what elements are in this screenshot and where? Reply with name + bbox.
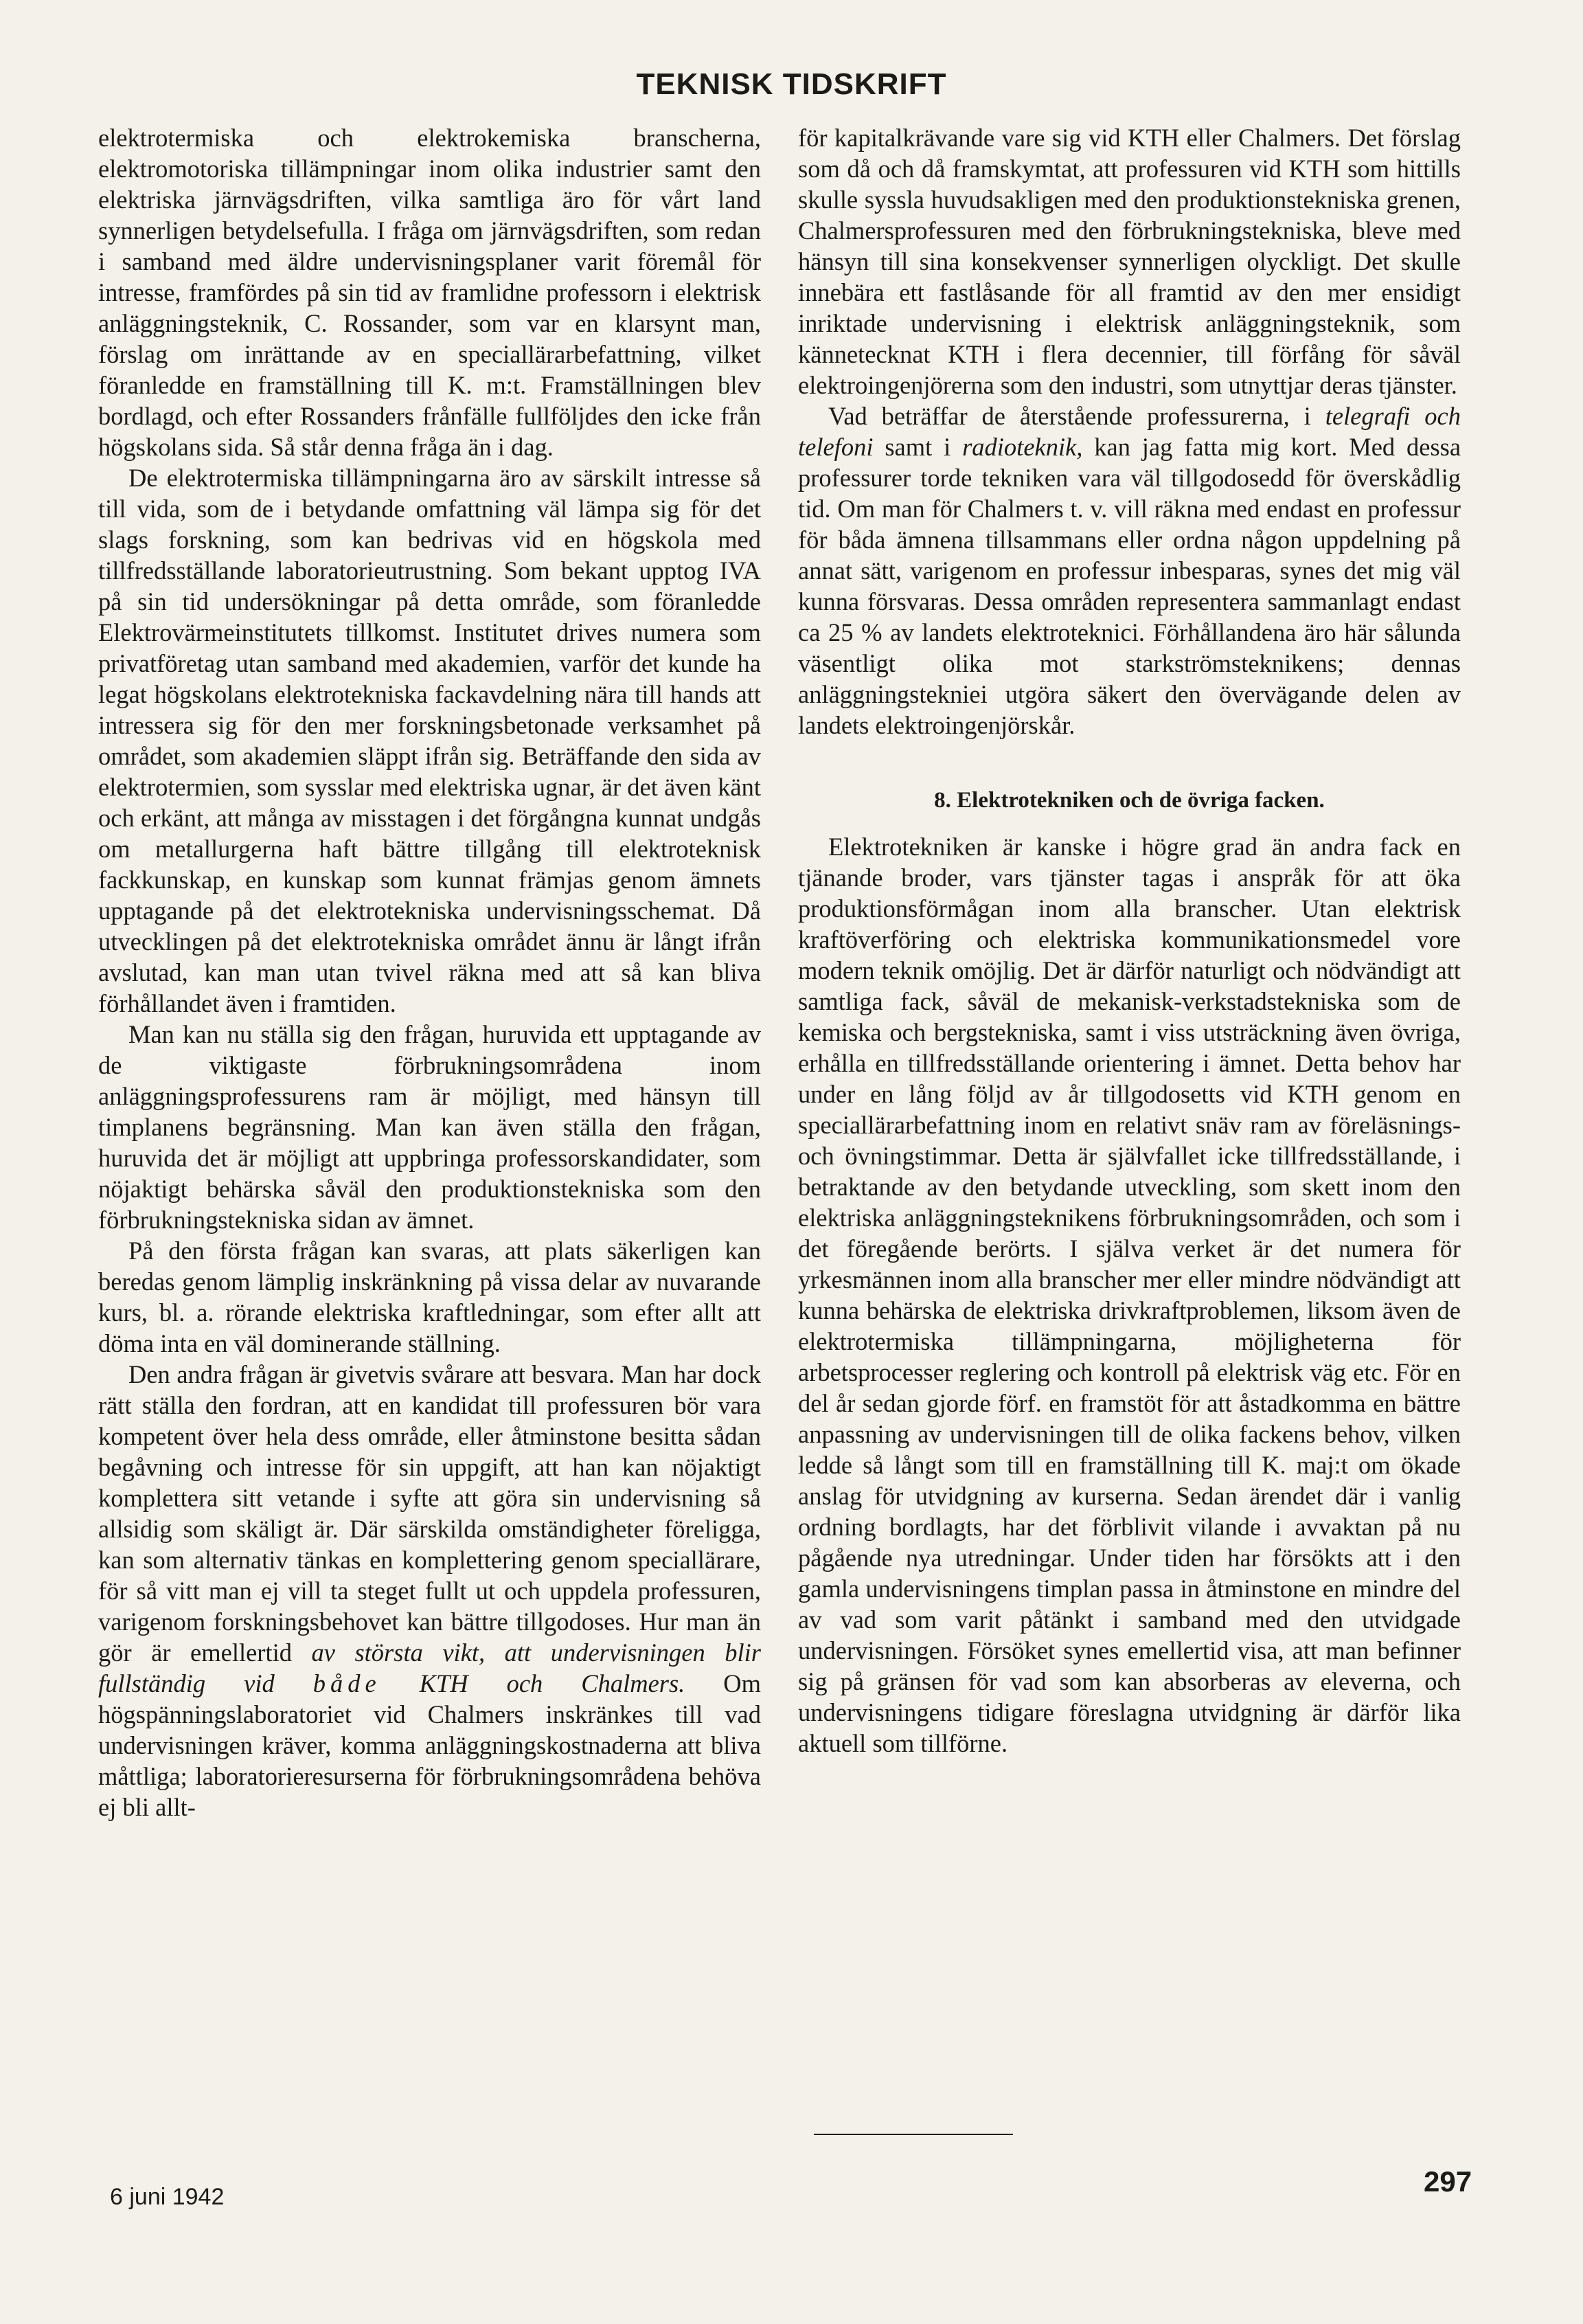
- paragraph: för kapitalkrävande vare sig vid KTH eller Chalmers. Det förslag som då och då framskymtat, att professuren vid KTH som hittills skulle syssla huvudsakligen med den produktionstekniska grenen, Chalmersprofessuren med den förbrukningstekniska, bleve med hänsyn till sina konsekvenser synnerligen olyckligt. Det skulle innebära ett fastlåsande för all framtid av den mer ensidigt inriktade undervisning i elektrisk anläggningsteknik, som kännetecknat KTH i flera decennier, till förfång för såväl elektroingenjörerna som den industri, som utnyttjar deras tjänster.: [798, 124, 1461, 399]
- issue-date: 6 juni 1942: [110, 2184, 225, 2210]
- paragraph-text: kan jag fatta mig kort. Med dessa professurer torde tekniken vara väl tillgodosedd för överskådlig tid. Om man för Chalmers t. v. vill räkna med endast en professur för båda ämnena tillsammans eller ordna någon uppdelning på annat sätt, varigenom en professur inbesparas, synes det mig väl kunna försvaras. Dessa områden representera sammanlagt endast ca 25 % av landets elektroteknici. Förhållandena äro här sålunda väsentligt olika mot starkströmsteknikens; dennas anläggningstekniei utgöra säkert den övervägande delen av landets elektroingenjörskår.: [798, 433, 1461, 739]
- end-rule-divider: [814, 2134, 1013, 2135]
- journal-masthead: TEKNISK TIDSKRIFT: [636, 67, 947, 101]
- paragraph-text: samt i: [885, 433, 951, 461]
- paragraph: Man kan nu ställa sig den frågan, huruvida ett upptagande av de viktigaste förbrukningsområdena inom anläggningsprofessurens ram är möjligt, med hänsyn till timplanens begränsning. Man kan även ställa den frågan, huruvida det är möjligt att uppbringa professorskandidater, som nöjaktigt behärska såväl den produktionstekniska som den förbrukningstekniska sidan av ämnet.: [98, 1020, 761, 1234]
- left-column: [98, 122, 761, 1823]
- emphasis-text: av största vikt, att undervisningen blir fullständig vid: [98, 1638, 761, 1697]
- paragraph-text: Den andra frågan är givetvis svårare att besvara. Man har dock rätt ställa den fordran, att en kandidat till professuren bör vara kompetent över hela dess område, eller åtminstone besitta sådan begåvning och intresse för sin uppgift, att han kan nöjaktigt komplettera sitt vetande i syfte att göra sin undervisning så allsidig som skäligt är. Där särskilda omständigheter föreligga, kan som alternativ tänkas en komplettering genom speciallärare, för så vitt man ej vill ta steget fullt ut och uppdela professuren, varigenom forskningsbehovet kan bättre tillgodoses. Hur man än gör är emellertid: [98, 1360, 761, 1667]
- emphasis-text: KTH och Chalmers.: [419, 1669, 685, 1697]
- section-heading: 8. Elektrotekniken och de övriga facken.: [934, 788, 1325, 813]
- paragraph-text: Om högspänningslaboratoriet vid Chalmers inskränkes till vad undervisningen kräver, komma anläggningskostnaderna att bliva måttliga; laboratorieresurserna för förbrukningsområdena behöva ej bli allt-: [98, 1669, 762, 1821]
- paragraph-text: Vad beträffar de återstående professurerna, i: [828, 402, 1311, 430]
- paragraph: På den första frågan kan svaras, att plats säkerligen kan beredas genom lämplig inskränkning på vissa delar av nuvarande kurs, bl. a. rörande elektriska kraftledningar, som efter allt att döma inta en väl dominerande ställning.: [98, 1237, 761, 1357]
- emphasis-text: radioteknik,: [962, 433, 1083, 461]
- emphasis-spaced-text: både: [312, 1669, 381, 1697]
- paragraph: [798, 401, 1461, 741]
- right-column: [798, 122, 1461, 1759]
- paragraph: Elektrotekniken är kanske i högre grad än andra fack en tjänande broder, vars tjänster tagas i anspråk för att öka produktionsförmågan inom alla branscher. Utan elektrisk kraftöverföring och elektriska kommunikationsmedel vore modern teknik omöjlig. Det är därför naturligt och nödvändigt att samtliga fack, såväl de mekanisk-verkstadstekniska som de kemiska och bergstekniska, samt i viss utsträckning även övriga, erhålla en tillfredsställande orientering i ämnet. Detta behov har under en lång följd av år tillgodosetts vid KTH genom en speciallärarbefattning inom en relativt snäv ram av föreläsnings- och övningstimmar. Detta är självfallet icke tillfredsställande, i betraktande av den betydande utveckling, som skett inom den elektriska anläggningsteknikens förbrukningsområden, och som i det föregående berörts. I själva verket är det numera för yrkesmännen inom alla branscher mer eller mindre nödvändigt att kunna behärska de elektriska drivkraftproblemen, liksom även de elektrotermiska tillämpningarna, möjligheterna för arbetsprocesser reglering och kontroll på elektrisk väg etc. För en del år sedan gjorde förf. en framstöt för att åstadkomma en bättre anpassning av undervisningen till de olika fackens behov, vilken ledde så långt som till en framställning till K. maj:t om ökade anslag för utvidgning av kurserna. Sedan ärendet där i vanlig ordning bordlagts, har det förblivit vilande i avvaktan på nu pågående nya utredningar. Under tiden har försökts att i den gamla undervisningens timplan passa in åtminstone en mindre del av vad som varit påtänkt i samband med den utvidgade undervisningen. Försöket synes emellertid visa, att man befinner sig på gränsen för vad som kan absorberas av eleverna, och undervisningens tidigare föreslagna utvidgning är därför lika aktuell som tillförne.: [798, 833, 1461, 1757]
- emphasis-text: telegrafi och telefoni: [798, 402, 1461, 461]
- page-number: 297: [1424, 2165, 1472, 2198]
- paragraph: De elektrotermiska tillämpningarna äro av särskilt intresse så till vida, som de i betydande omfattning väl lämpa sig för det slags forskning, som kan bedrivas vid en högskola med tillfredsställande laboratorieutrustning. Som bekant upptog IVA på sin tid undersökningar på detta område, som föranledde Elektrovärmeinstitutets tillkomst. Institutet drives numera som privatföretag utan samband med akademien, varför det kunde ha legat högskolans elektrotekniska fackavdelning nära till hands att intressera sig för den mer forskningsbetonade verksamhet på området, som akademien släppt ifrån sig. Beträffande den sida av elektrotermien, som sysslar med elektriska ugnar, är det även känt och erkänt, att många av misstagen i det förgångna kunnat undgås om metallurgerna haft bättre tillgång till elektroteknisk fackkunskap, en kunskap som kunnat främjas genom ämnets upptagande på det elektrotekniska undervisningsschemat. Då utvecklingen på det elektrotekniska området ännu är långt ifrån avslutad, kan man utan tvivel räkna med att så kan bliva förhållandet även i framtiden.: [98, 464, 761, 1017]
- paragraph: elektrotermiska och elektrokemiska branscherna, elektromotoriska tillämpningar inom olika industrier samt den elektriska järnvägsdriften, vilka samtliga äro för vårt land synnerligen betydelsefulla. I fråga om järnvägsdriften, som redan i samband med äldre undervisningsplaner varit föremål för intresse, framfördes på sin tid av framlidne professorn i elektrisk anläggningsteknik, C. Rossander, som var en klarsynt man, förslag om inrättande av en speciallärarbefattning, vilket föranledde en framställning till K. m:t. Framställningen blev bordlagd, och efter Rossanders frånfälle fullföljdes den icke från högskolans sida. Så står denna fråga än i dag.: [98, 124, 761, 461]
- paragraph: [98, 1359, 761, 1823]
